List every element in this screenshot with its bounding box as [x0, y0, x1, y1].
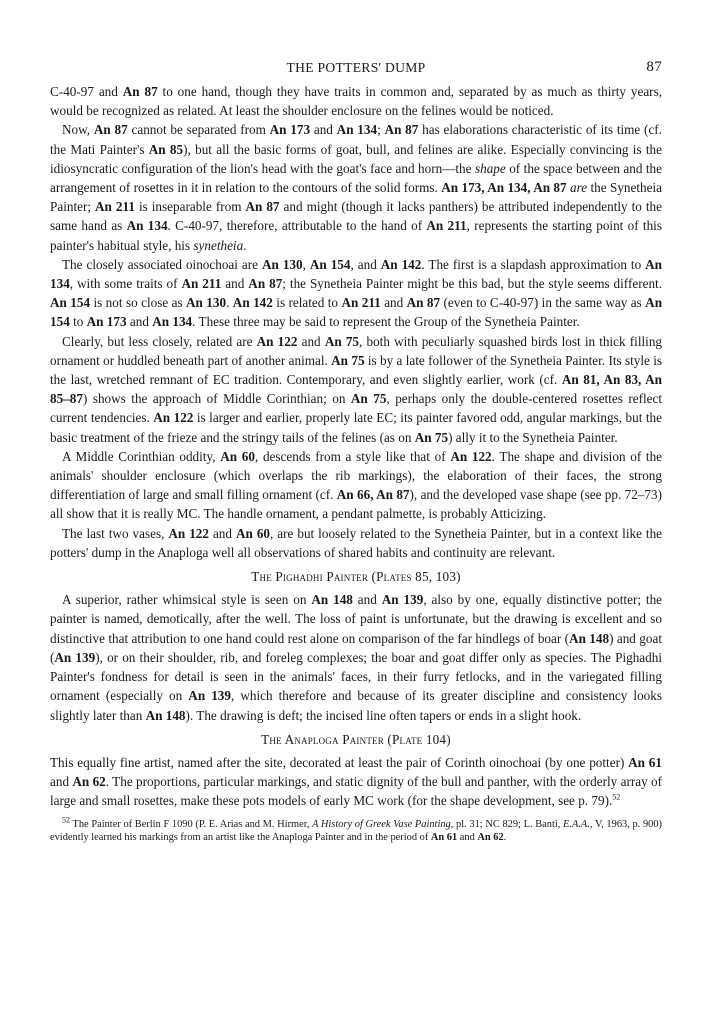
italic-text: synetheia: [193, 237, 244, 253]
text-run: ), or on their shoulder, rib, and foreleg complexes; the boar and goat differ only as species. The Pighadhi Painter's fondness for detail is seen in the animals' faces, in their furry fetlocks, and in the variegated filling ornament (especially on: [50, 649, 663, 704]
catalogue-ref: An 134: [50, 256, 663, 292]
catalogue-ref: An 60: [220, 448, 255, 464]
text-run: , which therefore and because of its greater discipline and consistency looks slightly later than: [50, 688, 663, 723]
paragraph: [50, 590, 662, 724]
body-text: [50, 82, 662, 844]
catalogue-ref: An 66, An 87: [336, 487, 410, 503]
catalogue-ref: An 134: [152, 314, 193, 330]
text-run: ; the Synetheia Painter might be this bad, but the style seems different.: [282, 276, 663, 292]
paragraph: [50, 82, 662, 120]
italic-text: are: [570, 180, 588, 196]
catalogue-ref: An 130: [262, 256, 303, 272]
catalogue-ref: An 148: [311, 592, 353, 608]
text-run: is by a late follower of the Synetheia Painter. Its style is the last, wretched remnant of EC tradition. Contemporary, and even slightly earlier, work (cf.: [50, 352, 662, 388]
text-run: is inseparable from: [134, 199, 246, 215]
page-number: 87: [646, 59, 662, 75]
catalogue-ref: An 61: [628, 754, 662, 770]
text-run: , also by one, equally distinctive potter; the painter is named, demotically, after the well. The loss of paint is unfortunate, but the drawing is excellent and so distinctive that attribution to one hand could rest alone on comparison of the far hindlegs of boar (: [50, 592, 663, 646]
text-run: ). The drawing is deft; the incised line often tapers or ends in a slight hook.: [185, 707, 582, 723]
text-run: , represents the starting point of this painter's habitual style, his: [50, 218, 662, 253]
catalogue-ref: An 134: [336, 122, 378, 138]
catalogue-ref: An 148: [569, 630, 610, 646]
text-run: (even to C-40-97) in the same way as: [440, 295, 646, 311]
catalogue-ref: An 173: [269, 122, 311, 138]
catalogue-ref: An 75: [324, 333, 360, 349]
paragraph: [50, 447, 662, 524]
catalogue-ref: An 154: [50, 295, 91, 311]
catalogue-ref: An 87: [248, 276, 283, 292]
text-run: .: [503, 831, 507, 843]
catalogue-ref: An 122: [153, 410, 194, 426]
catalogue-ref: An 142: [232, 295, 273, 311]
italic-text: E.A.A.: [563, 818, 590, 830]
catalogue-ref: An 75: [414, 429, 449, 445]
catalogue-ref: An 134: [126, 218, 168, 234]
text-run: and: [380, 295, 407, 311]
text-run: . The proportions, particular markings, and static dignity of the bull and panther, with the orderly array of large and small rosettes, make these pots models of early MC work (for the shape development, see p. 79).: [50, 774, 662, 809]
text-run: Clearly, but less closely, related are: [62, 333, 257, 349]
footnote-ref: 52: [62, 815, 70, 825]
catalogue-ref: An 142: [380, 256, 422, 272]
text-run: This equally fine artist, named after the site, decorated at least the pair of Corinth oinochoai (by one potter): [50, 754, 629, 770]
catalogue-ref: An 139: [381, 592, 424, 608]
catalogue-ref: An 87: [93, 122, 128, 138]
text-run: and: [297, 333, 325, 349]
text-run: is related to: [272, 295, 342, 311]
catalogue-ref: An 85: [148, 141, 184, 157]
catalogue-ref: An 62: [477, 831, 504, 843]
text-run: and: [208, 525, 236, 541]
text-run: A superior, rather whimsical style is seen on: [62, 592, 312, 608]
catalogue-ref: An 87: [245, 199, 280, 215]
catalogue-ref: An 211: [181, 276, 222, 292]
text-run: . These three may be said to represent the Group of the Synetheia Painter.: [192, 314, 580, 330]
text-run: ), and the developed vase shape (see pp. 72–73) all show that it is really MC. The handle ornament, a pendant palmette, is probably Atticizing.: [50, 487, 662, 522]
catalogue-ref: An 154: [50, 295, 663, 330]
catalogue-ref: An 122: [450, 448, 492, 464]
catalogue-ref: An 211: [341, 295, 381, 311]
footnote: [50, 815, 663, 844]
catalogue-ref: An 60: [235, 525, 271, 541]
text-run: , V, 1963, p. 900) evidently learned his markings from an artist like the Anaploga Painter and in the period of: [50, 818, 663, 843]
catalogue-ref: An 139: [54, 649, 96, 665]
catalogue-ref: An 75: [331, 352, 365, 368]
text-run: .: [226, 295, 233, 311]
text-run: , pl. 31; NC 829; L. Banti,: [450, 818, 564, 830]
footnote-ref: 52: [612, 792, 621, 802]
text-run: and: [352, 592, 382, 608]
text-run: ;: [377, 122, 385, 138]
paragraph: [50, 120, 662, 254]
running-title: THE POTTERS' DUMP: [286, 60, 426, 75]
text-run: has elaborations characteristic of its time (cf. the Mati Painter's: [50, 122, 662, 157]
text-run: . The shape and division of the animals' shoulder enclosure (which overlaps the rib markings), the elaboration of their faces, the strong differentiation of large and small filling ornament (cf.: [50, 448, 663, 503]
catalogue-ref: An 122: [256, 333, 298, 349]
paragraph: [50, 753, 662, 811]
catalogue-ref: An 81, An 83, An 85–87: [50, 372, 662, 407]
section-heading-pighadhi-painter: The Pighadhi Painter (Plates 85, 103): [251, 569, 461, 585]
text-run: C-40-97 and: [50, 84, 123, 99]
catalogue-ref: An 211: [426, 218, 467, 234]
text-run: to: [69, 314, 87, 330]
catalogue-ref: An 122: [168, 525, 209, 541]
text-run: ) and goat (: [50, 630, 662, 665]
italic-text: A History of Greek Vase Painting: [312, 818, 451, 830]
text-run: The closely associated oinochoai are: [62, 256, 262, 272]
text-run: , and: [350, 256, 381, 272]
catalogue-ref: An 87: [122, 84, 158, 99]
catalogue-ref: An 173: [86, 314, 127, 330]
text-run: A Middle Corinthian oddity,: [62, 448, 221, 464]
page: [50, 58, 662, 844]
text-run: Now,: [62, 122, 94, 138]
text-run: and: [126, 314, 153, 330]
text-run: ), but all the basic forms of goat, bull, and felines are alike. Especially convincing is the idiosyncratic configuration of the lion's head with the goat's face and horn—the: [50, 141, 663, 176]
catalogue-ref: An 154: [309, 256, 351, 272]
text-run: , both with peculiarly squashed birds lost in thick filling ornament or huddled beneath part of another animal.: [50, 333, 663, 368]
catalogue-ref: An 87: [406, 295, 441, 311]
paragraph: [50, 255, 662, 332]
text-run: and might (though it lacks panthers) be attributed independently to the same hand as: [50, 199, 662, 234]
text-run: is larger and earlier, properly late EC; its painter favored odd, angular markings, but the basic treatment of the frieze and the stringy tails of the felines (as on: [50, 410, 662, 445]
text-run: cannot be separated from: [127, 122, 270, 138]
text-run: ,: [302, 256, 310, 272]
text-run: , perhaps only the double-centered rosettes reflect current tendencies.: [50, 391, 663, 426]
text-run: The Painter of Berlin F 1090 (P. E. Arias and M. Hirmer,: [70, 818, 313, 830]
catalogue-ref: An 130: [186, 295, 227, 311]
catalogue-ref: An 61: [430, 831, 458, 843]
text-run: The last two vases,: [62, 525, 169, 541]
italic-text: shape: [474, 160, 506, 176]
catalogue-ref: An 87: [384, 122, 419, 138]
text-run: the Synetheia Painter;: [50, 180, 662, 215]
text-run: . The first is a slapdash approximation to: [421, 256, 646, 272]
text-run: , are but loosely related to the Synetheia Painter, but in a context like the potters' dump in the Anaploga well all observations of shared habits and continuity are relevant.: [50, 525, 663, 560]
text-run: ) ally it to the Synetheia Painter.: [448, 429, 618, 445]
text-run: to one hand, though they have traits in common and, separated by as much as thirty years, would be recognized as related. At least the shoulder enclosure on the felines would be noticed.: [50, 84, 663, 119]
text-run: . C-40-97, therefore, attributable to the hand of: [167, 218, 427, 234]
text-run: .: [243, 237, 247, 253]
catalogue-ref: An 211: [95, 199, 135, 215]
catalogue-ref: An 75: [350, 391, 387, 407]
text-run: and: [457, 831, 478, 843]
catalogue-ref: An 62: [72, 774, 106, 790]
text-run: , with some traits of: [69, 276, 182, 292]
catalogue-ref: An 148: [145, 707, 186, 723]
paragraph: [50, 524, 662, 562]
paragraph: [50, 332, 662, 447]
text-run: is not so close as: [90, 295, 187, 311]
text-run: and: [221, 276, 249, 292]
text-run: , descends from a style like that of: [254, 448, 451, 464]
text-run: ) shows the approach of Middle Corinthian; on: [82, 391, 351, 407]
section-heading-anaploga-painter: The Anaploga Painter (Plate 104): [261, 731, 451, 747]
catalogue-ref: An 139: [188, 688, 231, 704]
text-run: and: [50, 774, 73, 790]
running-header: [50, 58, 662, 82]
text-run: and: [310, 122, 337, 138]
catalogue-ref: An 173, An 134, An 87: [441, 180, 567, 196]
text-run: of the space between and the arrangement of rosettes in it in relation to the contours of the solid forms.: [50, 160, 662, 196]
